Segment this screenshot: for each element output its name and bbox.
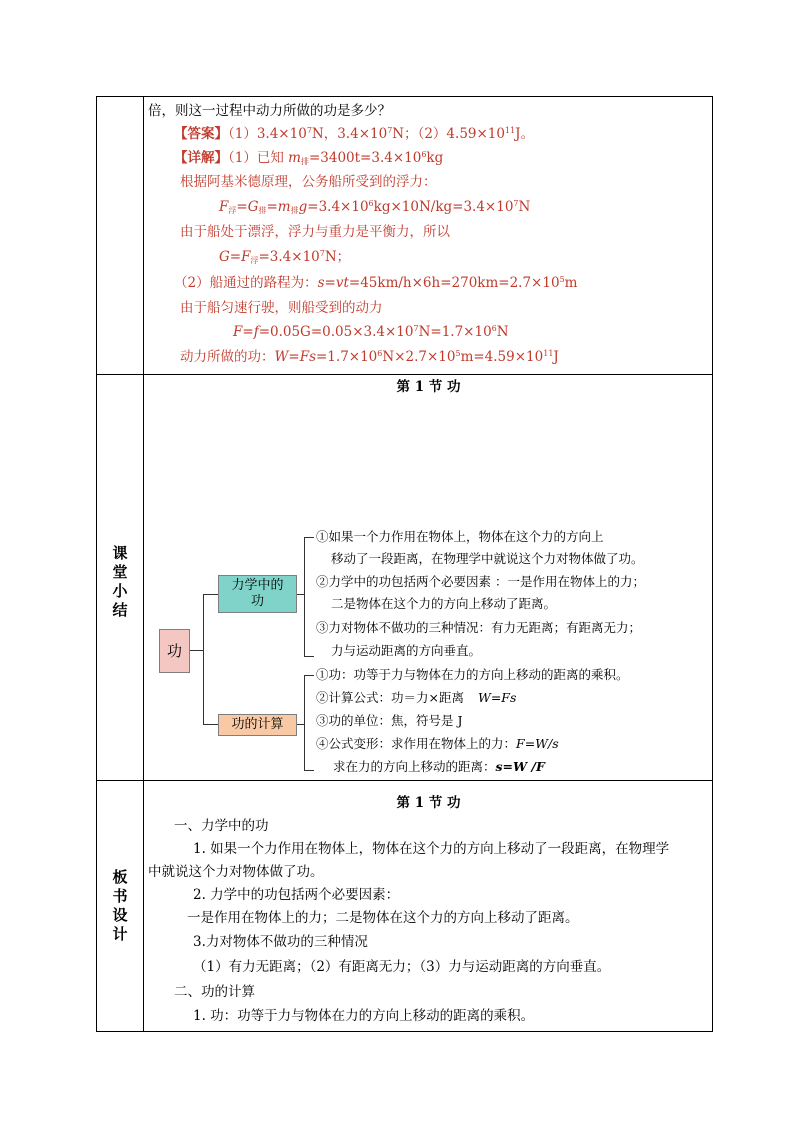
board-line: 一、力学中的功 — [174, 818, 269, 834]
distance-formula: （2）船通过的路程为：$s=vt=45km/h\times 6h=270km=2.7\times 10^5m$ — [174, 275, 578, 291]
question-tail: 倍，则这一过程中动力所做的功是多少？ — [148, 103, 391, 119]
board-line: 2. 力学中的功包括两个必要因素： — [193, 887, 400, 903]
connector — [304, 675, 314, 676]
mindmap-root: 功 — [159, 629, 190, 673]
mindmap-item: ②计算公式：功＝力×距离 W=Fs — [316, 690, 517, 705]
connector — [304, 537, 314, 538]
board-line: （1）有力无距离；（2）有距离无力；（3）力与运动距离的方向垂直。 — [193, 959, 611, 975]
board-line: 3.力对物体不做功的三种情况 — [193, 934, 368, 950]
row-divider — [97, 780, 712, 781]
detail-line: 【详解】（1）已知 $m_排=3400t=3.4\times 10^6kg$ — [174, 150, 444, 166]
connector — [203, 724, 218, 725]
mindmap-item: ④公式变形：求作用在物体上的力：F=W/s — [316, 736, 559, 751]
mindmap-item: ③功的单位：焦，符号是 J — [316, 713, 463, 728]
buoyancy-formula: $F_浮=G_排=m_排g=3.4\times 10^6kg\times 10N/kg=3.4\times 10^7N$ — [219, 199, 531, 215]
connector — [203, 594, 218, 595]
board-title: 第 1 节 功 — [396, 795, 461, 811]
mindmap-item: ①如果一个力作用在物体上，物体在这个力的方向上 — [316, 529, 604, 544]
board-line: 中就说这个力对物体做了功。 — [148, 864, 324, 880]
connector — [203, 594, 204, 725]
connector — [190, 650, 204, 651]
answer-label: 【答案】 — [174, 126, 228, 142]
board-line: 1. 如果一个力作用在物体上，物体在这个力的方向上移动了一段距离，在物理学 — [193, 841, 670, 857]
connector — [304, 675, 305, 771]
answer-line: 【答案】$(1)3.4\times 10^7N$，$3.4\times 10^7N$；$(2)4.59\times 10^{11}J$。 — [174, 126, 535, 142]
connector — [304, 656, 314, 657]
weight-formula: $G=F_浮=3.4\times 10^7N$； — [219, 249, 351, 265]
solution-text: 根据阿基米德原理，公务船所受到的浮力： — [180, 174, 437, 190]
mindmap-item: 力与运动距离的方向垂直。 — [331, 643, 482, 658]
board-label: 板 书 设 计 — [112, 868, 128, 943]
row-divider — [97, 374, 712, 375]
board-line: 一是作用在物体上的力；二是物体在这个力的方向上移动了距离。 — [187, 910, 579, 926]
lesson-table — [96, 96, 713, 1032]
column-divider — [143, 97, 144, 1031]
summary-label: 课 堂 小 结 — [112, 544, 128, 619]
mindmap-item: ③力对物体不做功的三种情况：有力无距离；有距离无力； — [316, 620, 642, 635]
mindmap-branch-calc: 功的计算 — [218, 714, 297, 736]
mindmap-item: 移动了一段距离，在物理学中就说这个力对物体做了功。 — [331, 551, 644, 566]
connector — [304, 770, 314, 771]
summary-title: 第 1 节 功 — [396, 379, 461, 395]
mindmap-item: 二是物体在这个力的方向上移动了距离。 — [331, 596, 557, 611]
mindmap-item: ②力学中的功包括两个必要因素 ：一是作用在物体上的力； — [316, 574, 645, 589]
connector — [304, 537, 305, 657]
board-line: 1. 功：功等于力与物体在力的方向上移动的距离的乘积。 — [193, 1008, 535, 1024]
mindmap-item: ①功：功等于力与物体在力的方向上移动的距离的乘积。 — [316, 667, 629, 682]
detail-label: 【详解】 — [174, 150, 228, 166]
work-formula: 动力所做的功：$W=Fs=1.7\times 10^6N\times 2.7\times 10^5m=4.59\times 10^{11}J$ — [180, 349, 559, 365]
solution-text: 由于船处于漂浮，浮力与重力是平衡力，所以 — [180, 224, 450, 240]
board-line: 二、功的计算 — [174, 984, 255, 1000]
mindmap-item: 求在力的方向上移动的距离：s=W /F — [333, 759, 545, 774]
solution-text: 由于船匀速行驶，则船受到的动力 — [180, 300, 383, 316]
force-formula: $F=f=0.05G=0.05\times 3.4\times 10^7N=1.7\times 10^6N$ — [233, 324, 509, 340]
mindmap-branch-work: 力学中的功 — [218, 575, 297, 613]
